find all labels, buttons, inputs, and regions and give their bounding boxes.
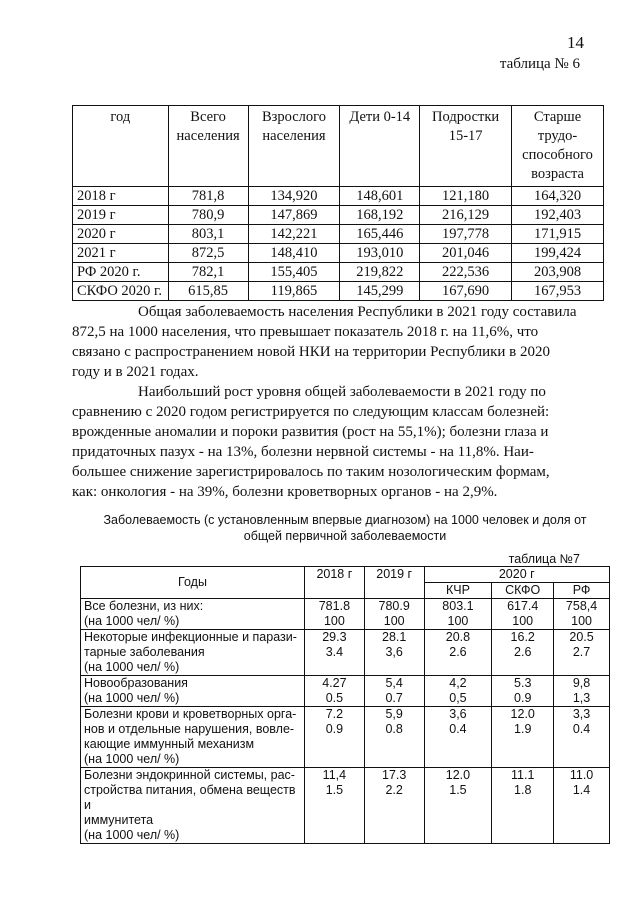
table7-label-cell — [81, 630, 305, 676]
table7-value: 100 — [447, 614, 469, 628]
table6-value-cell: 199,424 — [512, 244, 604, 263]
table7-label-line: Новообразования — [84, 676, 188, 690]
table7-row — [81, 707, 610, 768]
table7-value: 781.8 — [318, 599, 351, 613]
table6-value-cell: 167,690 — [420, 282, 512, 301]
table6-header-cell — [512, 106, 604, 187]
table6-value-cell: 171,915 — [512, 225, 604, 244]
table6-row — [73, 282, 604, 301]
table6-value-cell: 147,869 — [248, 206, 340, 225]
table7-value-cell — [304, 768, 364, 844]
table7-value: 5,9 — [385, 707, 403, 721]
table6 — [72, 105, 604, 301]
table7-value: 803.1 — [442, 599, 474, 613]
table7-subheader-kchr: КЧР — [424, 583, 492, 599]
table6-year-cell: 2018 г — [73, 187, 169, 206]
table6-value-cell: 167,953 — [512, 282, 604, 301]
table7-value: 3,3 — [572, 707, 591, 721]
table7-label-cell — [81, 599, 305, 630]
table7-value: 2.6 — [449, 645, 467, 659]
table7-header-2019: 2019 г — [364, 567, 424, 599]
table7-value: 4.27 — [322, 676, 347, 690]
table7-value: 2.2 — [385, 783, 403, 797]
table7-caption-line: Заболеваемость (с установленным впервые диагнозом) на 1000 человек и доля от — [103, 513, 587, 527]
table7-value-cell — [424, 599, 492, 630]
table6-year-cell: 2019 г — [73, 206, 169, 225]
table7-label-line: Некоторые инфекционные и парази- — [84, 630, 297, 644]
table7-value-cell — [424, 768, 492, 844]
table7-value-cell — [424, 707, 492, 768]
table6-header-text: Подростки 15-17 — [432, 109, 500, 144]
table6-header-text: Всего населения — [176, 109, 240, 144]
table7-label-line: (на 1000 чел/ %) — [84, 660, 180, 674]
table7-value: 0.5 — [325, 691, 344, 705]
table7-label-line: Болезни эндокринной системы, рас- — [84, 768, 295, 782]
table7-value: 780.9 — [378, 599, 410, 613]
table7-header-row — [81, 567, 610, 583]
table6-row — [73, 225, 604, 244]
table7-value-cell — [492, 707, 554, 768]
table7-value: 7.2 — [325, 707, 344, 721]
table7-value: 1.9 — [514, 722, 532, 736]
table7-value-cell — [364, 707, 424, 768]
table7-value: 100 — [323, 614, 345, 628]
table6-value-cell: 165,446 — [340, 225, 420, 244]
table6-value-cell: 615,85 — [168, 282, 248, 301]
table7-label-line: (на 1000 чел/ %) — [84, 691, 180, 705]
paragraph-line: сравнению с 2020 годом регистрируется по следующим классам болезней: — [72, 404, 550, 420]
table7-value: 1.4 — [572, 783, 591, 797]
table7-value: 100 — [512, 614, 534, 628]
table6-value-cell: 134,920 — [248, 187, 340, 206]
paragraph-line: 872,5 на 1000 населения, что превышает показатель 2018 г. на 11,6%, что — [72, 324, 539, 340]
table7-value-cell — [424, 676, 492, 707]
table7-value-cell — [492, 599, 554, 630]
table7-value-cell — [364, 676, 424, 707]
table6-value-cell: 782,1 — [168, 263, 248, 282]
table6-header-cell — [248, 106, 340, 187]
paragraph-growth — [72, 382, 600, 502]
table7-label-line: (на 1000 чел/ %) — [84, 752, 180, 766]
paragraph-line: как: онкология - на 39%, болезни кроветворных органов - на 2,9%. — [72, 484, 498, 500]
table7-header-years: Годы — [81, 567, 305, 599]
table6-value-cell: 148,601 — [340, 187, 420, 206]
table7-value-cell — [364, 768, 424, 844]
table7-value-cell — [364, 599, 424, 630]
paragraph-line: Наибольший рост уровня общей заболеваемости в 2021 году по — [138, 384, 546, 400]
table7-caption — [80, 512, 610, 544]
table6-value-cell: 780,9 — [168, 206, 248, 225]
table6-value-cell: 145,299 — [340, 282, 420, 301]
paragraph-general-incidence — [72, 302, 600, 382]
table7-value: 3,6 — [449, 707, 467, 721]
table7 — [80, 566, 610, 844]
table7-value-cell — [492, 630, 554, 676]
table6-year-cell: 2021 г — [73, 244, 169, 263]
table7-value-cell — [304, 630, 364, 676]
paragraph-line: году и в 2021 годах. — [72, 364, 199, 380]
table7-value-cell — [554, 630, 610, 676]
paragraph-line: придаточных пазух - на 13%, болезни нервной системы - на 11,8%. Наи- — [72, 444, 534, 460]
table7-value: 1,3 — [572, 691, 591, 705]
table6-header-cell: год — [73, 106, 169, 187]
table7-label: таблица №7 — [508, 552, 580, 566]
table6-value-cell: 121,180 — [420, 187, 512, 206]
paragraph-line: Общая заболеваемость населения Республики в 2021 году составила — [138, 304, 577, 320]
paragraph-line: большее снижение зарегистрировалось по таким нозологическим формам, — [72, 464, 550, 480]
table6-value-cell: 219,822 — [340, 263, 420, 282]
table6-value-cell: 164,320 — [512, 187, 604, 206]
table7-value: 11.1 — [511, 768, 535, 782]
table7-value-cell — [424, 630, 492, 676]
table7-label-line: стройства питания, обмена веществ и — [84, 783, 296, 812]
table6-header-cell — [340, 106, 420, 187]
table7-label-line: кающие иммунный механизм — [84, 737, 255, 751]
table6-header-cell — [168, 106, 248, 187]
table6-value-cell: 142,221 — [248, 225, 340, 244]
table7-value-cell — [554, 676, 610, 707]
table7-row — [81, 768, 610, 844]
table7-value-cell — [492, 768, 554, 844]
table7-value: 28.1 — [382, 630, 407, 644]
table6-row — [73, 187, 604, 206]
table7-value: 12.0 — [510, 707, 535, 721]
table6-value-cell: 168,192 — [340, 206, 420, 225]
table6-header-row — [73, 106, 604, 187]
table7-value: 20.5 — [569, 630, 594, 644]
table6-label: таблица № 6 — [499, 56, 580, 72]
table6-value-cell: 148,410 — [248, 244, 340, 263]
table7-value: 0.4 — [449, 722, 467, 736]
table7-value: 100 — [571, 614, 592, 628]
table6-header-cell — [420, 106, 512, 187]
table6-value-cell: 201,046 — [420, 244, 512, 263]
table6-value-cell: 203,908 — [512, 263, 604, 282]
table6-header-text: Старше трудо-способного возраста — [522, 109, 593, 182]
table7-label-line: тарные заболевания — [84, 645, 205, 659]
table6-year-cell: СКФО 2020 г. — [73, 282, 169, 301]
table7-value: 2.7 — [572, 645, 591, 659]
table7-value-cell — [304, 599, 364, 630]
table7-value: 12.0 — [445, 768, 471, 782]
table6-value-cell: 222,536 — [420, 263, 512, 282]
table7-value: 1.5 — [449, 783, 467, 797]
table7-value-cell — [554, 707, 610, 768]
table7-value: 617.4 — [507, 599, 539, 613]
table7-value: 0.9 — [325, 722, 344, 736]
table6-header-text: Дети 0-14 — [349, 109, 411, 125]
table7-label-cell — [81, 707, 305, 768]
table6-value-cell: 781,8 — [168, 187, 248, 206]
table7-value-cell — [554, 768, 610, 844]
table7-value-cell — [554, 599, 610, 630]
table7-value-cell — [304, 707, 364, 768]
table7-value: 0,5 — [449, 691, 467, 705]
table6-row — [73, 206, 604, 225]
table7-value: 3,6 — [385, 645, 403, 659]
table7-value: 0.9 — [514, 691, 532, 705]
table6-value-cell: 155,405 — [248, 263, 340, 282]
table7-value: 1.8 — [514, 783, 532, 797]
table7-row — [81, 599, 610, 630]
table7-value: 2.6 — [514, 645, 532, 659]
table6-value-cell: 192,403 — [512, 206, 604, 225]
table7-label-cell — [81, 676, 305, 707]
table7-value: 0.7 — [385, 691, 403, 705]
paragraph-line: связано с распространением новой НКИ на территории Республики в 2020 — [72, 344, 550, 360]
table7-value: 11,4 — [322, 768, 347, 782]
table7-subheader-skfo: СКФО — [492, 583, 554, 599]
table7-value: 20.8 — [445, 630, 471, 644]
table7-value: 3.4 — [325, 645, 344, 659]
table7-label-line: Все болезни, из них: — [84, 599, 204, 613]
table7-label-line: Болезни крови и кроветворных орга- — [84, 707, 297, 721]
table7-value: 16.2 — [510, 630, 535, 644]
table6-value-cell: 119,865 — [248, 282, 340, 301]
table6-value-cell: 872,5 — [168, 244, 248, 263]
table7-caption-line: общей первичной заболеваемости — [243, 529, 447, 543]
table7-value-cell — [364, 630, 424, 676]
paragraph-line: врожденные аномалии и пороки развития (рост на 55,1%); болезни глаза и — [72, 424, 549, 440]
table7-value: 29.3 — [322, 630, 347, 644]
table7-label-line: (на 1000 чел/ %) — [84, 614, 180, 628]
table7-value: 4,2 — [449, 676, 467, 690]
table7-value-cell — [492, 676, 554, 707]
page-number: 14 — [567, 33, 584, 52]
table6-value-cell: 193,010 — [340, 244, 420, 263]
table7-value: 17.3 — [382, 768, 407, 782]
table7-row — [81, 630, 610, 676]
table6-year-cell: 2020 г — [73, 225, 169, 244]
table7-header-2018: 2018 г — [304, 567, 364, 599]
table6-row — [73, 244, 604, 263]
table7-value: 758,4 — [565, 599, 598, 613]
table7-label-cell — [81, 768, 305, 844]
table7-label-line: (на 1000 чел/ %) — [84, 828, 180, 842]
table6-value-cell: 803,1 — [168, 225, 248, 244]
table6-year-cell: РФ 2020 г. — [73, 263, 169, 282]
table6-header-text: Взрослого населения — [261, 109, 326, 144]
table7-value-cell — [304, 676, 364, 707]
table7-value: 11.0 — [569, 768, 594, 782]
table7-value: 100 — [383, 614, 405, 628]
table7-value: 5,4 — [385, 676, 403, 690]
table7-subheader-rf: РФ — [554, 583, 610, 599]
table6-value-cell: 197,778 — [420, 225, 512, 244]
table7-value: 9,8 — [572, 676, 591, 690]
table7-value: 0.8 — [385, 722, 403, 736]
table7-label-line: нов и отдельные нарушения, вовле- — [84, 722, 295, 736]
table7-row — [81, 676, 610, 707]
table7-value: 5.3 — [514, 676, 532, 690]
table6-row — [73, 263, 604, 282]
table7-label-line: иммунитета — [84, 813, 154, 827]
table7-header-2020: 2020 г — [424, 567, 609, 583]
table7-value: 0.4 — [572, 722, 591, 736]
table7-value: 1.5 — [325, 783, 344, 797]
table6-value-cell: 216,129 — [420, 206, 512, 225]
